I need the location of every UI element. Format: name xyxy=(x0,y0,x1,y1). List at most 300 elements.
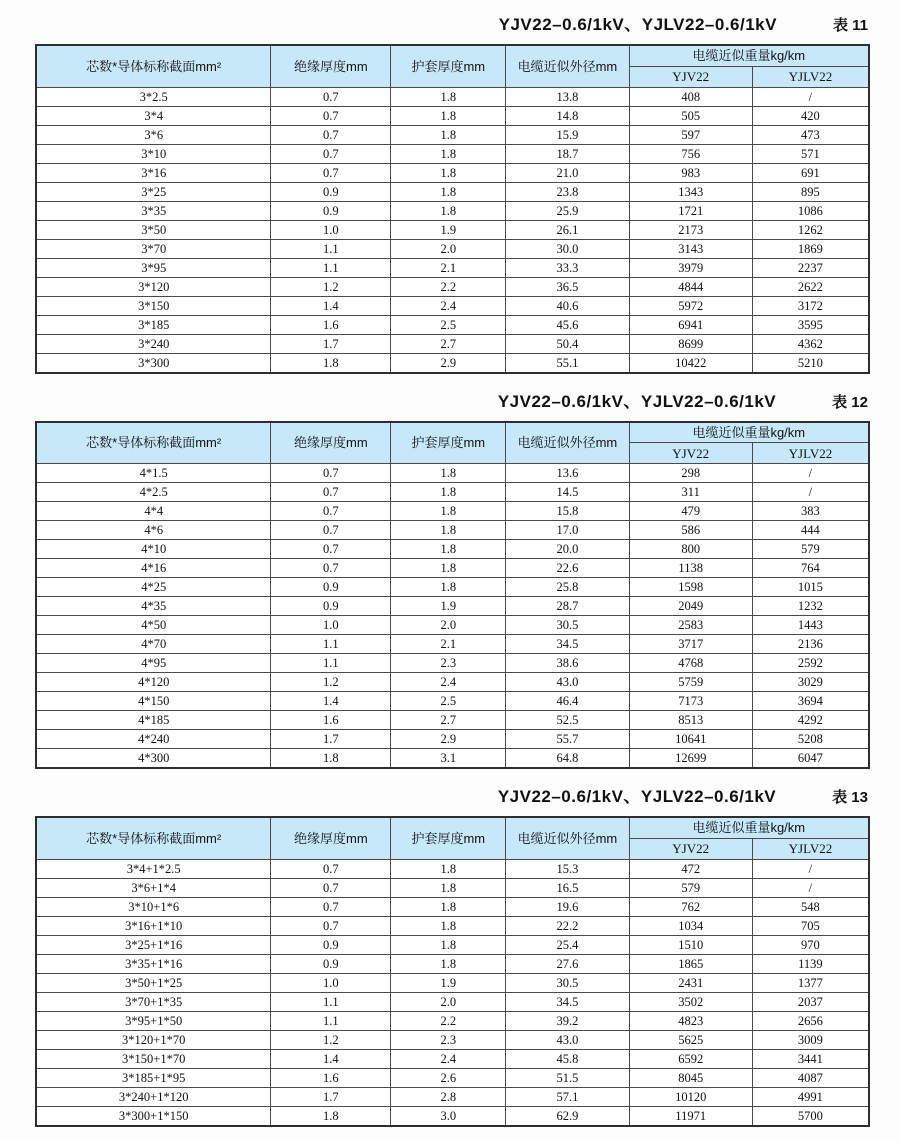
header-outer-diameter: 电缆近似外径mm xyxy=(506,817,629,859)
table-cell: 38.6 xyxy=(506,654,629,673)
table-row xyxy=(36,616,869,635)
table-cell: 3*300 xyxy=(36,353,271,373)
table-cell: 16.5 xyxy=(506,878,629,897)
table-cell: 1086 xyxy=(752,201,869,220)
table-cell: 8045 xyxy=(629,1068,752,1087)
table-cell: 1.9 xyxy=(391,597,506,616)
table-cell: 18.7 xyxy=(506,144,629,163)
section-title-row xyxy=(35,387,870,413)
table-cell: 1262 xyxy=(752,220,869,239)
table-cell: 3*70+1*35 xyxy=(36,992,271,1011)
table-cell: 14.8 xyxy=(506,106,629,125)
table-cell: 3*95 xyxy=(36,258,271,277)
table-cell: 2.7 xyxy=(391,334,506,353)
table-cell: 2.6 xyxy=(391,1068,506,1087)
table-cell: 2.9 xyxy=(391,730,506,749)
table-cell: 2136 xyxy=(752,635,869,654)
table-number-label: 表 11 xyxy=(832,17,868,34)
table-row xyxy=(36,935,869,954)
table-cell: 1.1 xyxy=(271,258,391,277)
table-cell: 2.8 xyxy=(391,1087,506,1106)
section-title: YJV22–0.6/1kV、YJLV22–0.6/1kV xyxy=(497,391,777,411)
table-row xyxy=(36,201,869,220)
table-cell: 2237 xyxy=(752,258,869,277)
table-cell: 30.5 xyxy=(506,973,629,992)
table-cell: 25.9 xyxy=(506,201,629,220)
table-cell: 28.7 xyxy=(506,597,629,616)
table-cell: 11971 xyxy=(629,1106,752,1126)
table-row xyxy=(36,1106,869,1126)
table-cell: 479 xyxy=(629,502,752,521)
table-cell: 1.8 xyxy=(391,182,506,201)
table-cell: 1.7 xyxy=(271,1087,391,1106)
table-cell: 20.0 xyxy=(506,540,629,559)
table-cell: 51.5 xyxy=(506,1068,629,1087)
table-row xyxy=(36,106,869,125)
table-cell: / xyxy=(752,87,869,106)
table-cell: 1.2 xyxy=(271,1030,391,1049)
table-cell: 22.6 xyxy=(506,559,629,578)
table-cell: 30.5 xyxy=(506,616,629,635)
table-cell: 4087 xyxy=(752,1068,869,1087)
table-cell: 800 xyxy=(629,540,752,559)
table-cell: 586 xyxy=(629,521,752,540)
table-cell: 571 xyxy=(752,144,869,163)
table-row xyxy=(36,992,869,1011)
table-cell: 1.7 xyxy=(271,730,391,749)
table-row xyxy=(36,1049,869,1068)
table-cell: 21.0 xyxy=(506,163,629,182)
table-row xyxy=(36,521,869,540)
table-row xyxy=(36,540,869,559)
table-cell: 4*185 xyxy=(36,711,271,730)
table-row xyxy=(36,635,869,654)
header-spec: 芯数*导体标称截面mm² xyxy=(36,422,271,464)
table-cell: 15.3 xyxy=(506,859,629,878)
table-cell: 6592 xyxy=(629,1049,752,1068)
table-row xyxy=(36,973,869,992)
table-cell: 0.7 xyxy=(271,916,391,935)
header-yjv22: YJV22 xyxy=(629,443,752,464)
table-cell: 2.2 xyxy=(391,1011,506,1030)
table-cell: 2.0 xyxy=(391,616,506,635)
table-section-13 xyxy=(35,782,870,1127)
table-cell: 1.8 xyxy=(391,954,506,973)
table-cell: 0.7 xyxy=(271,483,391,502)
table-cell: 4292 xyxy=(752,711,869,730)
table-cell: 4362 xyxy=(752,334,869,353)
table-cell: 1.8 xyxy=(391,559,506,578)
table-cell: 4*4 xyxy=(36,502,271,521)
table-cell: 1721 xyxy=(629,201,752,220)
section-title-row xyxy=(35,782,870,808)
table-cell: 1.8 xyxy=(391,464,506,483)
table-cell: 0.7 xyxy=(271,540,391,559)
table-cell: 4*6 xyxy=(36,521,271,540)
header-yjv22: YJV22 xyxy=(629,838,752,859)
table-row xyxy=(36,483,869,502)
table-cell: 1.8 xyxy=(391,521,506,540)
table-cell: 1.0 xyxy=(271,616,391,635)
cable-spec-table xyxy=(35,816,870,1127)
table-cell: 45.6 xyxy=(506,315,629,334)
table-cell: 1.2 xyxy=(271,673,391,692)
table-cell: 3172 xyxy=(752,296,869,315)
table-row xyxy=(36,87,869,106)
table-cell: 8513 xyxy=(629,711,752,730)
table-cell: 1.7 xyxy=(271,334,391,353)
table-cell: 1443 xyxy=(752,616,869,635)
table-cell: 1377 xyxy=(752,973,869,992)
table-cell: 0.7 xyxy=(271,559,391,578)
table-cell: 298 xyxy=(629,464,752,483)
table-cell: 43.0 xyxy=(506,1030,629,1049)
table-cell: 1.8 xyxy=(391,935,506,954)
table-cell: 3*25+1*16 xyxy=(36,935,271,954)
table-cell: 3441 xyxy=(752,1049,869,1068)
table-cell: 1.1 xyxy=(271,654,391,673)
table-section-11 xyxy=(35,10,870,374)
header-yjv22: YJV22 xyxy=(629,66,752,87)
table-cell: 2.5 xyxy=(391,692,506,711)
table-cell: 2592 xyxy=(752,654,869,673)
table-cell: 3*185 xyxy=(36,315,271,334)
table-cell: 4823 xyxy=(629,1011,752,1030)
table-cell: 30.0 xyxy=(506,239,629,258)
table-cell: 1510 xyxy=(629,935,752,954)
table-cell: 22.2 xyxy=(506,916,629,935)
table-cell: 52.5 xyxy=(506,711,629,730)
table-row xyxy=(36,464,869,483)
header-insulation: 绝缘厚度mm xyxy=(271,817,391,859)
table-row xyxy=(36,315,869,334)
table-row xyxy=(36,559,869,578)
table-cell: 1869 xyxy=(752,239,869,258)
table-cell: 12699 xyxy=(629,749,752,769)
table-cell: 2049 xyxy=(629,597,752,616)
table-cell: 2.4 xyxy=(391,296,506,315)
table-cell: 1138 xyxy=(629,559,752,578)
table-cell: 1.8 xyxy=(271,749,391,769)
table-row xyxy=(36,749,869,769)
table-cell: 3*16+1*10 xyxy=(36,916,271,935)
table-cell: 15.9 xyxy=(506,125,629,144)
table-row xyxy=(36,163,869,182)
table-cell: 3*10+1*6 xyxy=(36,897,271,916)
table-cell: 1.1 xyxy=(271,635,391,654)
table-cell: 895 xyxy=(752,182,869,201)
table-cell: 1.4 xyxy=(271,1049,391,1068)
table-header xyxy=(36,422,869,464)
table-cell: / xyxy=(752,464,869,483)
table-cell: 1.8 xyxy=(391,916,506,935)
table-cell: 0.7 xyxy=(271,144,391,163)
table-row xyxy=(36,859,869,878)
table-cell: 764 xyxy=(752,559,869,578)
table-cell: 3*70 xyxy=(36,239,271,258)
table-cell: 3029 xyxy=(752,673,869,692)
table-cell: 1.8 xyxy=(391,87,506,106)
table-cell: 39.2 xyxy=(506,1011,629,1030)
table-cell: 3*240 xyxy=(36,334,271,353)
table-cell: 2.3 xyxy=(391,654,506,673)
table-number-label: 表 12 xyxy=(832,393,868,411)
table-cell: 756 xyxy=(629,144,752,163)
table-cell: 705 xyxy=(752,916,869,935)
table-row xyxy=(36,144,869,163)
table-cell: 3*2.5 xyxy=(36,87,271,106)
table-row xyxy=(36,897,869,916)
table-cell: 1.8 xyxy=(391,578,506,597)
table-cell: 2656 xyxy=(752,1011,869,1030)
table-row xyxy=(36,220,869,239)
table-cell: 3*185+1*95 xyxy=(36,1068,271,1087)
table-cell: 4*50 xyxy=(36,616,271,635)
table-cell: 2037 xyxy=(752,992,869,1011)
table-cell: 3*6 xyxy=(36,125,271,144)
table-cell: 14.5 xyxy=(506,483,629,502)
table-cell: 7173 xyxy=(629,692,752,711)
header-yjlv22: YJLV22 xyxy=(752,66,869,87)
table-cell: 4*95 xyxy=(36,654,271,673)
table-cell: 8699 xyxy=(629,334,752,353)
table-row xyxy=(36,239,869,258)
table-cell: 983 xyxy=(629,163,752,182)
table-cell: 57.1 xyxy=(506,1087,629,1106)
table-cell: 1.0 xyxy=(271,220,391,239)
table-row xyxy=(36,730,869,749)
table-cell: 4*240 xyxy=(36,730,271,749)
table-row xyxy=(36,502,869,521)
table-cell: 3595 xyxy=(752,315,869,334)
table-cell: 1.1 xyxy=(271,992,391,1011)
table-cell: 2622 xyxy=(752,277,869,296)
table-cell: 505 xyxy=(629,106,752,125)
table-cell: 36.5 xyxy=(506,277,629,296)
table-cell: 2.5 xyxy=(391,315,506,334)
table-cell: 1.9 xyxy=(391,973,506,992)
table-row xyxy=(36,954,869,973)
table-cell: 10120 xyxy=(629,1087,752,1106)
table-cell: 3*25 xyxy=(36,182,271,201)
table-cell: 3.0 xyxy=(391,1106,506,1126)
table-cell: 1.8 xyxy=(271,353,391,373)
table-cell: / xyxy=(752,483,869,502)
table-row xyxy=(36,353,869,373)
table-cell: 3*240+1*120 xyxy=(36,1087,271,1106)
header-yjlv22: YJLV22 xyxy=(752,838,869,859)
table-cell: 4*10 xyxy=(36,540,271,559)
table-cell: 0.7 xyxy=(271,163,391,182)
table-cell: 2.0 xyxy=(391,992,506,1011)
table-cell: 25.4 xyxy=(506,935,629,954)
table-cell: 3*300+1*150 xyxy=(36,1106,271,1126)
table-cell: 3*95+1*50 xyxy=(36,1011,271,1030)
table-header xyxy=(36,45,869,87)
table-cell: 0.9 xyxy=(271,182,391,201)
header-yjlv22: YJLV22 xyxy=(752,443,869,464)
header-outer-diameter: 电缆近似外径mm xyxy=(506,45,629,87)
table-cell: / xyxy=(752,859,869,878)
table-cell: 0.7 xyxy=(271,125,391,144)
table-cell: 13.8 xyxy=(506,87,629,106)
table-cell: 34.5 xyxy=(506,635,629,654)
table-cell: 1.8 xyxy=(391,483,506,502)
table-cell: 3979 xyxy=(629,258,752,277)
table-cell: 0.7 xyxy=(271,502,391,521)
table-cell: 1.6 xyxy=(271,711,391,730)
table-cell: 4844 xyxy=(629,277,752,296)
table-cell: 1.8 xyxy=(391,163,506,182)
table-cell: 2.3 xyxy=(391,1030,506,1049)
table-cell: 3*10 xyxy=(36,144,271,163)
table-cell: 5759 xyxy=(629,673,752,692)
table-number-label: 表 13 xyxy=(832,789,868,806)
table-body xyxy=(36,859,869,1126)
table-cell: 3*50+1*25 xyxy=(36,973,271,992)
table-cell: 19.6 xyxy=(506,897,629,916)
table-cell: 420 xyxy=(752,106,869,125)
table-cell: 2.0 xyxy=(391,239,506,258)
table-cell: 2.7 xyxy=(391,711,506,730)
table-cell: 45.8 xyxy=(506,1049,629,1068)
table-row xyxy=(36,597,869,616)
table-cell: 4*25 xyxy=(36,578,271,597)
table-cell: 1865 xyxy=(629,954,752,973)
table-row xyxy=(36,1087,869,1106)
table-cell: 0.9 xyxy=(271,935,391,954)
table-cell: 3502 xyxy=(629,992,752,1011)
table-cell: 62.9 xyxy=(506,1106,629,1126)
table-cell: 3*150 xyxy=(36,296,271,315)
table-cell: 43.0 xyxy=(506,673,629,692)
table-cell: 0.7 xyxy=(271,106,391,125)
table-cell: 1.1 xyxy=(271,1011,391,1030)
table-cell: 1.9 xyxy=(391,220,506,239)
table-cell: 50.4 xyxy=(506,334,629,353)
table-row xyxy=(36,878,869,897)
header-weight-group: 电缆近似重量kg/km xyxy=(629,817,869,838)
table-row xyxy=(36,692,869,711)
table-cell: 25.8 xyxy=(506,578,629,597)
table-cell: 579 xyxy=(629,878,752,897)
header-sheath: 护套厚度mm xyxy=(391,422,506,464)
table-cell: 5700 xyxy=(752,1106,869,1126)
table-cell: 3*6+1*4 xyxy=(36,878,271,897)
table-cell: 1.8 xyxy=(391,125,506,144)
header-outer-diameter: 电缆近似外径mm xyxy=(506,422,629,464)
table-cell: 10422 xyxy=(629,353,752,373)
cable-spec-table xyxy=(35,44,870,374)
table-cell: 0.9 xyxy=(271,954,391,973)
table-row xyxy=(36,578,869,597)
table-cell: 4768 xyxy=(629,654,752,673)
table-cell: 1.8 xyxy=(391,502,506,521)
table-row xyxy=(36,673,869,692)
table-cell: 1.8 xyxy=(391,540,506,559)
header-insulation: 绝缘厚度mm xyxy=(271,45,391,87)
table-row xyxy=(36,277,869,296)
table-cell: 4991 xyxy=(752,1087,869,1106)
table-cell: 0.9 xyxy=(271,201,391,220)
table-cell: 4*300 xyxy=(36,749,271,769)
table-cell: 4*2.5 xyxy=(36,483,271,502)
table-cell: 3717 xyxy=(629,635,752,654)
table-cell: 1015 xyxy=(752,578,869,597)
header-sheath: 护套厚度mm xyxy=(391,45,506,87)
header-weight-group: 电缆近似重量kg/km xyxy=(629,422,869,443)
table-cell: 6047 xyxy=(752,749,869,769)
table-cell: 2.1 xyxy=(391,258,506,277)
table-cell: 4*16 xyxy=(36,559,271,578)
table-cell: 0.7 xyxy=(271,897,391,916)
table-cell: 3*150+1*70 xyxy=(36,1049,271,1068)
table-cell: 46.4 xyxy=(506,692,629,711)
table-cell: 2.1 xyxy=(391,635,506,654)
table-row xyxy=(36,1030,869,1049)
table-cell: 1.8 xyxy=(391,897,506,916)
table-cell: 3009 xyxy=(752,1030,869,1049)
table-cell: 64.8 xyxy=(506,749,629,769)
table-row xyxy=(36,182,869,201)
table-cell: 1.8 xyxy=(391,106,506,125)
table-section-12 xyxy=(35,387,870,770)
table-row xyxy=(36,1068,869,1087)
table-cell: 2.4 xyxy=(391,673,506,692)
header-sheath: 护套厚度mm xyxy=(391,817,506,859)
table-cell: 1.4 xyxy=(271,296,391,315)
table-cell: 3*4 xyxy=(36,106,271,125)
table-cell: 0.7 xyxy=(271,878,391,897)
table-cell: 1598 xyxy=(629,578,752,597)
table-cell: 3*120+1*70 xyxy=(36,1030,271,1049)
table-body xyxy=(36,464,869,769)
table-cell: 0.9 xyxy=(271,597,391,616)
table-cell: / xyxy=(752,878,869,897)
table-cell: 473 xyxy=(752,125,869,144)
table-cell: 1232 xyxy=(752,597,869,616)
table-cell: 26.1 xyxy=(506,220,629,239)
table-cell: 970 xyxy=(752,935,869,954)
table-cell: 13.6 xyxy=(506,464,629,483)
table-cell: 311 xyxy=(629,483,752,502)
table-cell: 4*70 xyxy=(36,635,271,654)
table-cell: 40.6 xyxy=(506,296,629,315)
table-row xyxy=(36,258,869,277)
table-cell: 10641 xyxy=(629,730,752,749)
table-cell: 2583 xyxy=(629,616,752,635)
table-cell: 383 xyxy=(752,502,869,521)
table-cell: 15.8 xyxy=(506,502,629,521)
section-title-row xyxy=(35,10,870,36)
table-cell: 0.7 xyxy=(271,859,391,878)
table-cell: 1034 xyxy=(629,916,752,935)
table-cell: 27.6 xyxy=(506,954,629,973)
table-cell: 408 xyxy=(629,87,752,106)
header-insulation: 绝缘厚度mm xyxy=(271,422,391,464)
table-row xyxy=(36,654,869,673)
table-cell: 4*120 xyxy=(36,673,271,692)
table-cell: 6941 xyxy=(629,315,752,334)
table-cell: 3*4+1*2.5 xyxy=(36,859,271,878)
table-cell: 444 xyxy=(752,521,869,540)
table-cell: 0.7 xyxy=(271,464,391,483)
header-weight-group: 电缆近似重量kg/km xyxy=(629,45,869,66)
table-cell: 2.2 xyxy=(391,277,506,296)
table-cell: 1139 xyxy=(752,954,869,973)
table-cell: 1.1 xyxy=(271,239,391,258)
table-cell: 0.7 xyxy=(271,87,391,106)
